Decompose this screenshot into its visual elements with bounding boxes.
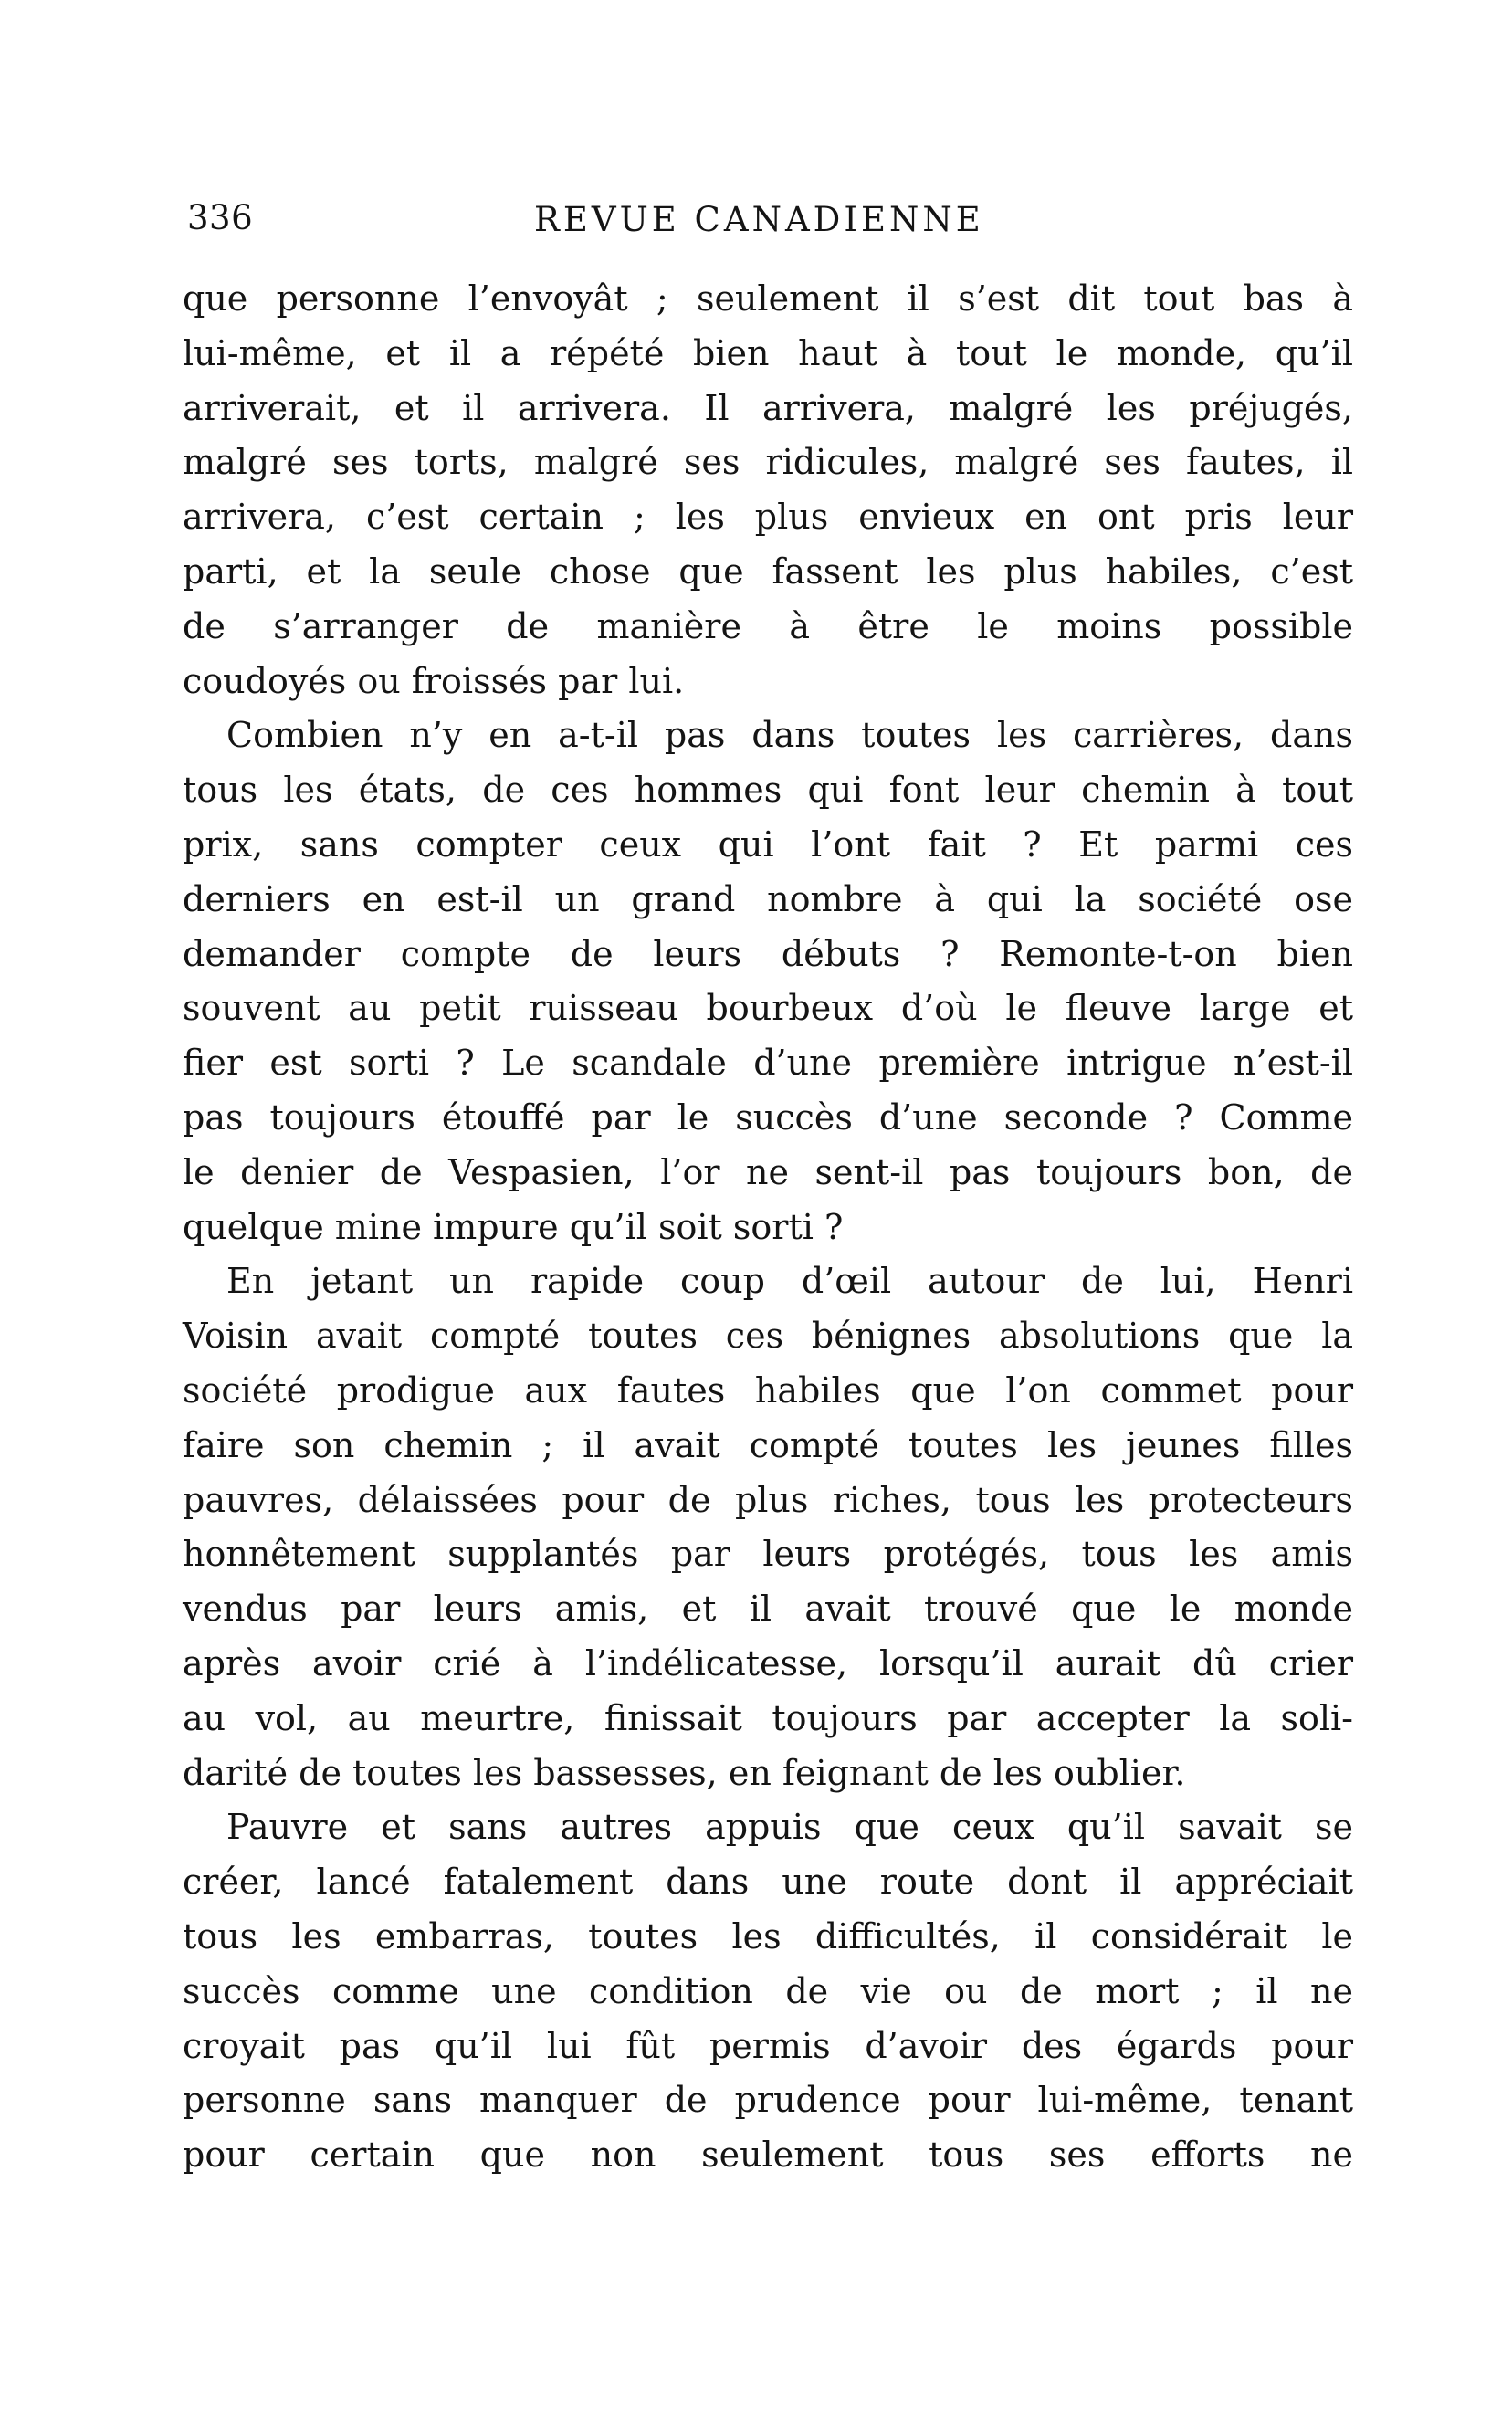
text-line: le denier de Vespasien, l’or ne sent-il pas toujours bon, de (183, 1151, 1353, 1192)
body-text (183, 272, 1353, 2183)
text-line: derniers en est-il un grand nombre à qui la société ose (183, 878, 1353, 919)
text-line: après avoir crié à l’indélicatesse, lorsqu’il aurait dû crier (183, 1642, 1353, 1684)
text-line: darité de toutes les bassesses, en feignant de les oublier. (183, 1752, 1186, 1793)
text-line: coudoyés ou froissés par lui. (183, 660, 685, 701)
text-line: personne sans manquer de prudence pour lui-même, tenant (183, 2080, 1353, 2121)
text-line: Voisin avait compté toutes ces bénignes absolutions que la (183, 1316, 1353, 1357)
text-line: tous les états, de ces hommes qui font leur chemin à tout (183, 770, 1353, 811)
text-line: croyait pas qu’il lui fût permis d’avoir des égards pour (183, 2025, 1353, 2066)
text-line: souvent au petit ruisseau bourbeux d’où le fleuve large et (183, 988, 1353, 1029)
page-number: 336 (187, 198, 254, 237)
text-line: faire son chemin ; il avait compté toutes les jeunes filles (183, 1424, 1353, 1465)
text-line: pas toujours étouffé par le succès d’une seconde ? Comme (183, 1096, 1353, 1138)
text-line: vendus par leurs amis, et il avait trouvé que le monde (183, 1589, 1353, 1630)
text-line: honnêtement supplantés par leurs protégés, tous les amis (183, 1534, 1353, 1575)
paragraph-first-line: Pauvre et sans autres appuis que ceux qu’il savait se (226, 1807, 1353, 1848)
text-line: arrivera, c’est certain ; les plus envieux en ont pris leur (183, 497, 1353, 538)
text-line: créer, lancé fatalement dans une route dont il appréciait (183, 1862, 1353, 1903)
text-line: tous les embarras, toutes les difficultés, il considérait le (183, 1915, 1353, 1957)
text-line: que personne l’envoyât ; seulement il s’est dit tout bas à (183, 278, 1353, 319)
text-line: prix, sans compter ceux qui l’ont fait ? Et parmi ces (183, 824, 1353, 865)
text-line: au vol, au meurtre, finissait toujours par accepter la soli- (183, 1697, 1353, 1738)
text-line: parti, et la seule chose que fassent les plus habiles, c’est (183, 551, 1353, 592)
text-line: fier est sorti ? Le scandale d’une première intrigue n’est-il (183, 1043, 1353, 1084)
text-line: succès comme une condition de vie ou de mort ; il ne (183, 1970, 1353, 2011)
paragraph-first-line: En jetant un rapide coup d’œil autour de lui, Henri (226, 1261, 1353, 1302)
paragraph-first-line: Combien n’y en a-t-il pas dans toutes les carrières, dans (226, 715, 1353, 756)
text-line: de s’arranger de manière à être le moins possible (183, 605, 1353, 646)
running-title: REVUE CANADIENNE (534, 200, 984, 239)
text-line: demander compte de leurs débuts ? Remonte-t-on bien (183, 933, 1353, 974)
text-line: pour certain que non seulement tous ses efforts ne (183, 2135, 1353, 2176)
text-line: malgré ses torts, malgré ses ridicules, malgré ses fautes, il (183, 442, 1353, 483)
text-line: lui-même, et il a répété bien haut à tout le monde, qu’il (183, 332, 1353, 373)
text-line: société prodigue aux fautes habiles que l’on commet pour (183, 1369, 1353, 1411)
text-line: quelque mine impure qu’il soit sorti ? (183, 1206, 844, 1247)
text-line: pauvres, délaissées pour de plus riches, tous les protecteurs (183, 1479, 1353, 1520)
text-line: arriverait, et il arrivera. Il arrivera, malgré les préjugés, (183, 387, 1353, 428)
